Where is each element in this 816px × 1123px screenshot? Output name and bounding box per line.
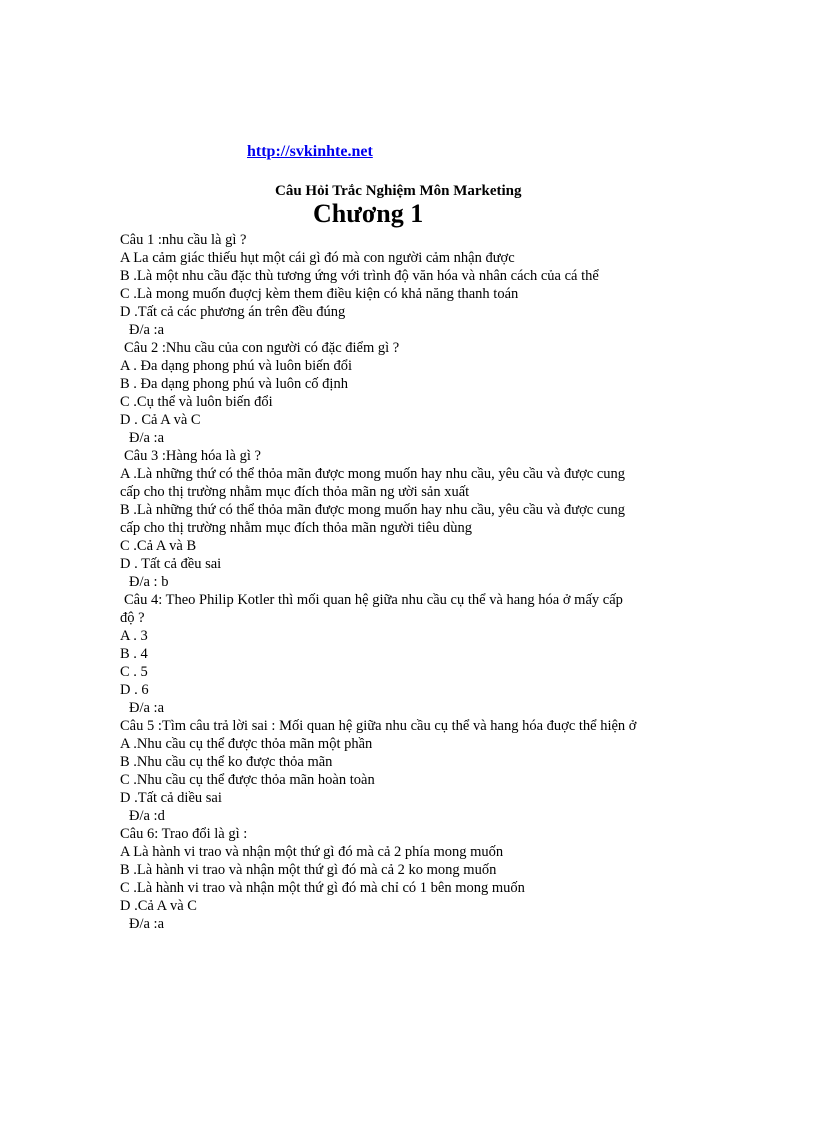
option-line: D .Tất cả các phương án trên đều đúng — [120, 304, 346, 320]
option-line: B .Là những thứ có thể thỏa mãn được mong muốn hay nhu cầu, yêu cầu và được cung — [120, 502, 626, 518]
answer-line: Đ/a : b — [129, 574, 169, 590]
question-text: Câu 1 :nhu cầu là gì ? — [120, 232, 247, 248]
question-block-2 — [120, 339, 720, 447]
question-text: Câu 2 :Nhu cầu của con người có đặc điểm gì ? — [124, 340, 400, 356]
option-line: B .Là hành vi trao và nhận một thứ gì đó mà cả 2 ko mong muốn — [120, 862, 497, 878]
option-line: B . Đa dạng phong phú và luôn cố định — [120, 376, 348, 392]
answer-line: Đ/a :d — [129, 808, 165, 824]
option-line: B .Nhu cầu cụ thể ko được thỏa mãn — [120, 754, 333, 770]
answer-line: Đ/a :a — [129, 430, 165, 446]
option-line: C .Nhu cầu cụ thể được thỏa mãn hoàn toàn — [120, 772, 375, 788]
option-line: cấp cho thị trường nhằm mục đích thỏa mãn người tiêu dùng — [120, 520, 472, 536]
option-line: A . Đa dạng phong phú và luôn biến đổi — [120, 358, 352, 374]
option-line: C . 5 — [120, 664, 148, 680]
answer-line: Đ/a :a — [129, 916, 165, 932]
option-line: D . Tất cả đều sai — [120, 556, 222, 572]
option-line: A Là hành vi trao và nhận một thứ gì đó mà cả 2 phía mong muốn — [120, 844, 504, 860]
question-text: Câu 3 :Hàng hóa là gì ? — [124, 448, 261, 464]
option-line: C .Cả A và B — [120, 538, 197, 554]
option-line: A La cảm giác thiếu hụt một cái gì đó mà con người cảm nhận được — [120, 250, 515, 266]
answer-line: Đ/a :a — [129, 700, 165, 716]
option-line: C .Cụ thể và luôn biến đổi — [120, 394, 273, 410]
question-text: Câu 6: Trao đổi là gì : — [120, 826, 248, 842]
option-line: B .Là một nhu cầu đặc thù tương ứng với trình độ văn hóa và nhân cách của cá thể — [120, 268, 599, 284]
option-line: D .Cả A và C — [120, 898, 197, 914]
question-block-6 — [120, 825, 720, 933]
website-link[interactable]: http://svkinhte.net — [247, 143, 373, 160]
question-text: Câu 4: Theo Philip Kotler thì mối quan hệ giữa nhu cầu cụ thể và hang hóa ở mấy cấp — [124, 592, 623, 608]
option-line: C .Là hành vi trao và nhận một thứ gì đó mà chỉ có 1 bên mong muốn — [120, 880, 525, 896]
option-line: D .Tất cả diều sai — [120, 790, 222, 806]
question-block-5 — [120, 717, 720, 825]
chapter-heading: Chương 1 — [313, 199, 424, 228]
option-line: C .Là mong muốn đuợcj kèm them điều kiện có khả năng thanh toán — [120, 286, 519, 302]
question-list — [120, 231, 720, 933]
question-block-4 — [120, 591, 720, 717]
option-line: A .Là những thứ có thể thỏa mãn được mong muốn hay nhu cầu, yêu cầu và được cung — [120, 466, 626, 482]
option-line: A . 3 — [120, 628, 148, 644]
option-line: độ ? — [120, 610, 145, 626]
answer-line: Đ/a :a — [129, 322, 165, 338]
option-line: cấp cho thị trường nhằm mục đích thỏa mãn ng ười sản xuất — [120, 484, 470, 500]
question-block-3 — [120, 447, 720, 591]
option-line: B . 4 — [120, 646, 148, 662]
option-line: A .Nhu cầu cụ thể được thỏa mãn một phần — [120, 736, 373, 752]
option-line: D . 6 — [120, 682, 149, 698]
question-text: Câu 5 :Tìm câu trả lời sai : Mối quan hệ giữa nhu cầu cụ thể và hang hóa đuợc thể hiện ở — [120, 718, 637, 734]
question-block-1 — [120, 231, 720, 339]
option-line: D . Cả A và C — [120, 412, 201, 428]
document-title: Câu Hỏi Trắc Nghiệm Môn Marketing — [275, 183, 522, 199]
